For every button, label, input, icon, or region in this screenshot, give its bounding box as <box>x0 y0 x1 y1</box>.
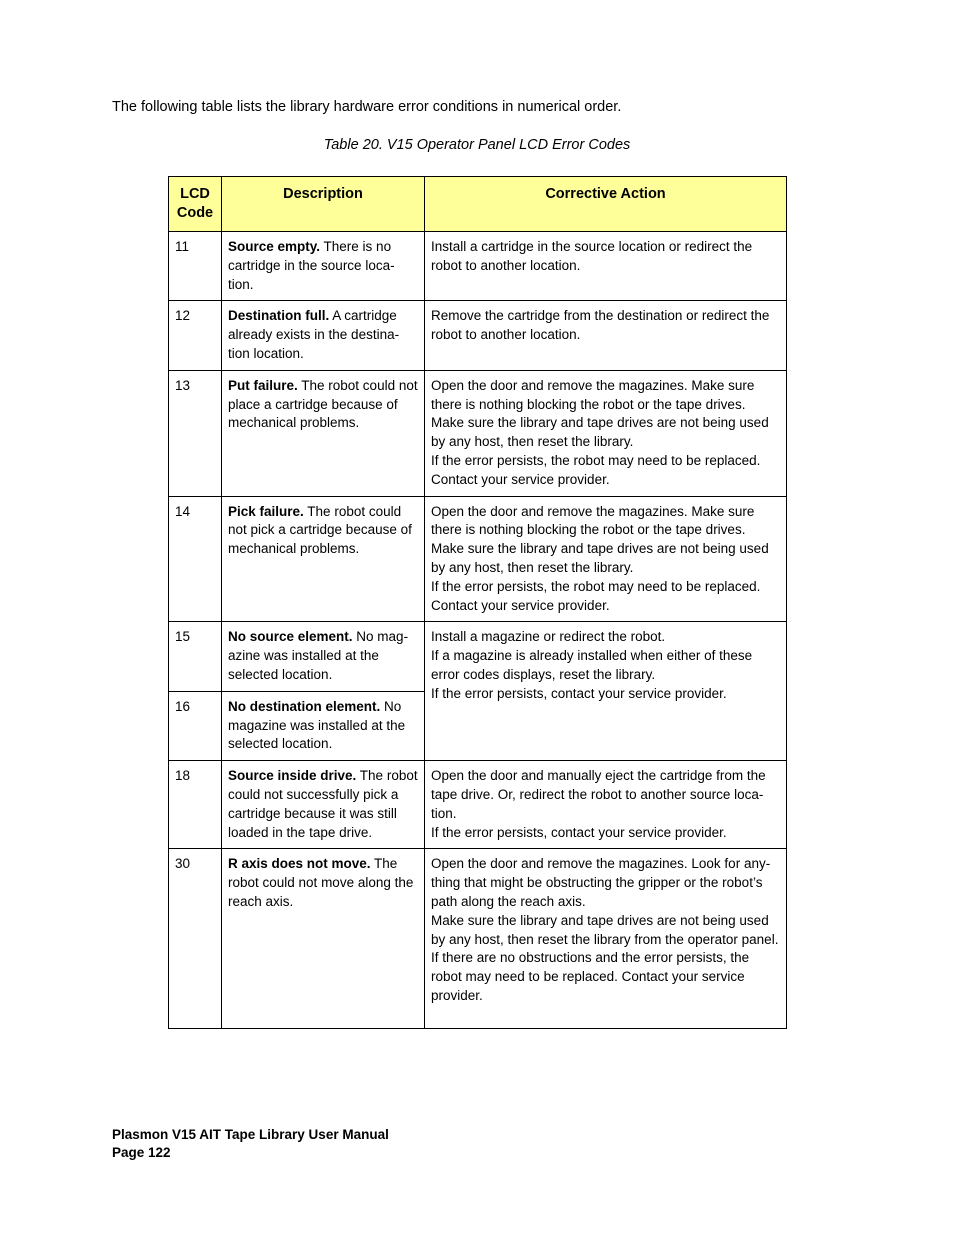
description-title: Put failure. <box>228 377 298 393</box>
description-cell <box>222 691 425 760</box>
code-cell: 13 <box>169 370 222 496</box>
description-cell <box>222 301 425 370</box>
code-cell: 30 <box>169 849 222 1029</box>
description-cell <box>222 849 425 1029</box>
action-line: Open the door and manually eject the cartridge from the tape drive. Or, redirect the robot to another source loca-tion. <box>431 768 766 821</box>
action-line: If a magazine is already installed when either of these error codes displays, reset the library. <box>431 648 753 682</box>
code-cell: 15 <box>169 622 222 691</box>
intro-paragraph: The following table lists the library hardware error conditions in numerical order. <box>112 99 622 115</box>
description-text: No magazine was installed at the selected location. <box>228 698 406 752</box>
header-lcd-code: LCD Code <box>169 177 222 232</box>
description-title: R axis does not move. <box>228 856 371 872</box>
description-cell <box>222 496 425 622</box>
action-cell <box>425 301 787 370</box>
table-row <box>169 370 787 496</box>
description-title: Source empty. <box>228 239 321 254</box>
description-title: Pick failure. <box>228 503 304 519</box>
action-line: Open the door and remove the magazines. Look for any-thing that might be obstructing the gripper or the robot’s path along the reach axis. <box>431 856 771 909</box>
header-corrective-action: Corrective Action <box>425 177 787 232</box>
table-header-row <box>169 177 787 232</box>
code-cell: 16 <box>169 691 222 760</box>
page-number: Page 122 <box>112 1145 171 1160</box>
table-caption <box>0 137 954 153</box>
code-cell: 18 <box>169 761 222 849</box>
table-row <box>169 496 787 622</box>
code-cell: 11 <box>169 232 222 301</box>
description-title: Source inside drive. <box>228 768 357 784</box>
code-cell: 14 <box>169 496 222 622</box>
table-row <box>169 761 787 849</box>
code-cell: 12 <box>169 301 222 370</box>
action-cell <box>425 761 787 849</box>
description-text: There is no cartridge in the source loca-tion. <box>228 239 395 292</box>
action-cell <box>425 496 787 622</box>
description-text: The robot could not successfully pick a cartridge because it was still loaded in the tape drive. <box>228 768 418 840</box>
action-line: Install a cartridge in the source location or redirect the robot to another location. <box>431 239 753 273</box>
action-line: Open the door and remove the magazines. Make sure there is nothing blocking the robot or the tape drives. <box>431 377 755 412</box>
description-text: The robot could not move along the reach axis. <box>228 856 414 909</box>
description-cell <box>222 370 425 496</box>
action-line: Open the door and remove the magazines. Make sure there is nothing blocking the robot or the tape drives. <box>431 503 755 538</box>
action-line: Install a magazine or redirect the robot. <box>431 629 666 645</box>
action-cell <box>425 232 787 301</box>
action-line: Make sure the library and tape drives are not being used by any host, then reset the library. <box>431 415 769 450</box>
action-cell <box>425 622 787 761</box>
manual-title: Plasmon V15 AIT Tape Library User Manual <box>112 1127 389 1142</box>
action-line: If the error persists, the robot may need to be replaced. Contact your service provider. <box>431 452 761 487</box>
description-cell <box>222 622 425 691</box>
action-line: If the error persists, contact your service provider. <box>431 824 727 840</box>
description-text: The robot could not place a cartridge because of mechanical problems. <box>228 377 418 431</box>
action-line: If the error persists, contact your service provider. <box>431 685 727 701</box>
action-line: Remove the cartridge from the destination or redirect the robot to another location. <box>431 308 770 343</box>
header-description: Description <box>222 177 425 232</box>
error-codes-table <box>168 176 787 1029</box>
description-cell <box>222 761 425 849</box>
page-footer <box>112 1126 389 1162</box>
description-text: A cartridge already exists in the destina-tion location. <box>228 308 400 361</box>
description-title: Destination full. <box>228 308 330 324</box>
action-cell <box>425 849 787 1029</box>
action-line: If there are no obstructions and the error persists, the robot may need to be replaced. Contact your service provider. <box>431 950 750 1003</box>
description-text: The robot could not pick a cartridge because of mechanical problems. <box>228 503 412 557</box>
description-cell <box>222 232 425 301</box>
action-line: If the error persists, the robot may need to be replaced. Contact your service provider. <box>431 578 761 613</box>
table-row <box>169 301 787 370</box>
table-row <box>169 849 787 1029</box>
table-row <box>169 622 787 691</box>
action-line: Make sure the library and tape drives are not being used by any host, then reset the library. <box>431 541 769 575</box>
action-cell <box>425 370 787 496</box>
description-title: No source element. <box>228 629 353 645</box>
table-row <box>169 232 787 301</box>
action-line: Make sure the library and tape drives are not being used by any host, then reset the library from the operator panel. <box>431 912 779 947</box>
description-title: No destination element. <box>228 698 381 714</box>
table-caption-text: Table 20. V15 Operator Panel LCD Error Codes <box>323 137 631 153</box>
description-text: No mag-azine was installed at the selected location. <box>228 629 409 682</box>
